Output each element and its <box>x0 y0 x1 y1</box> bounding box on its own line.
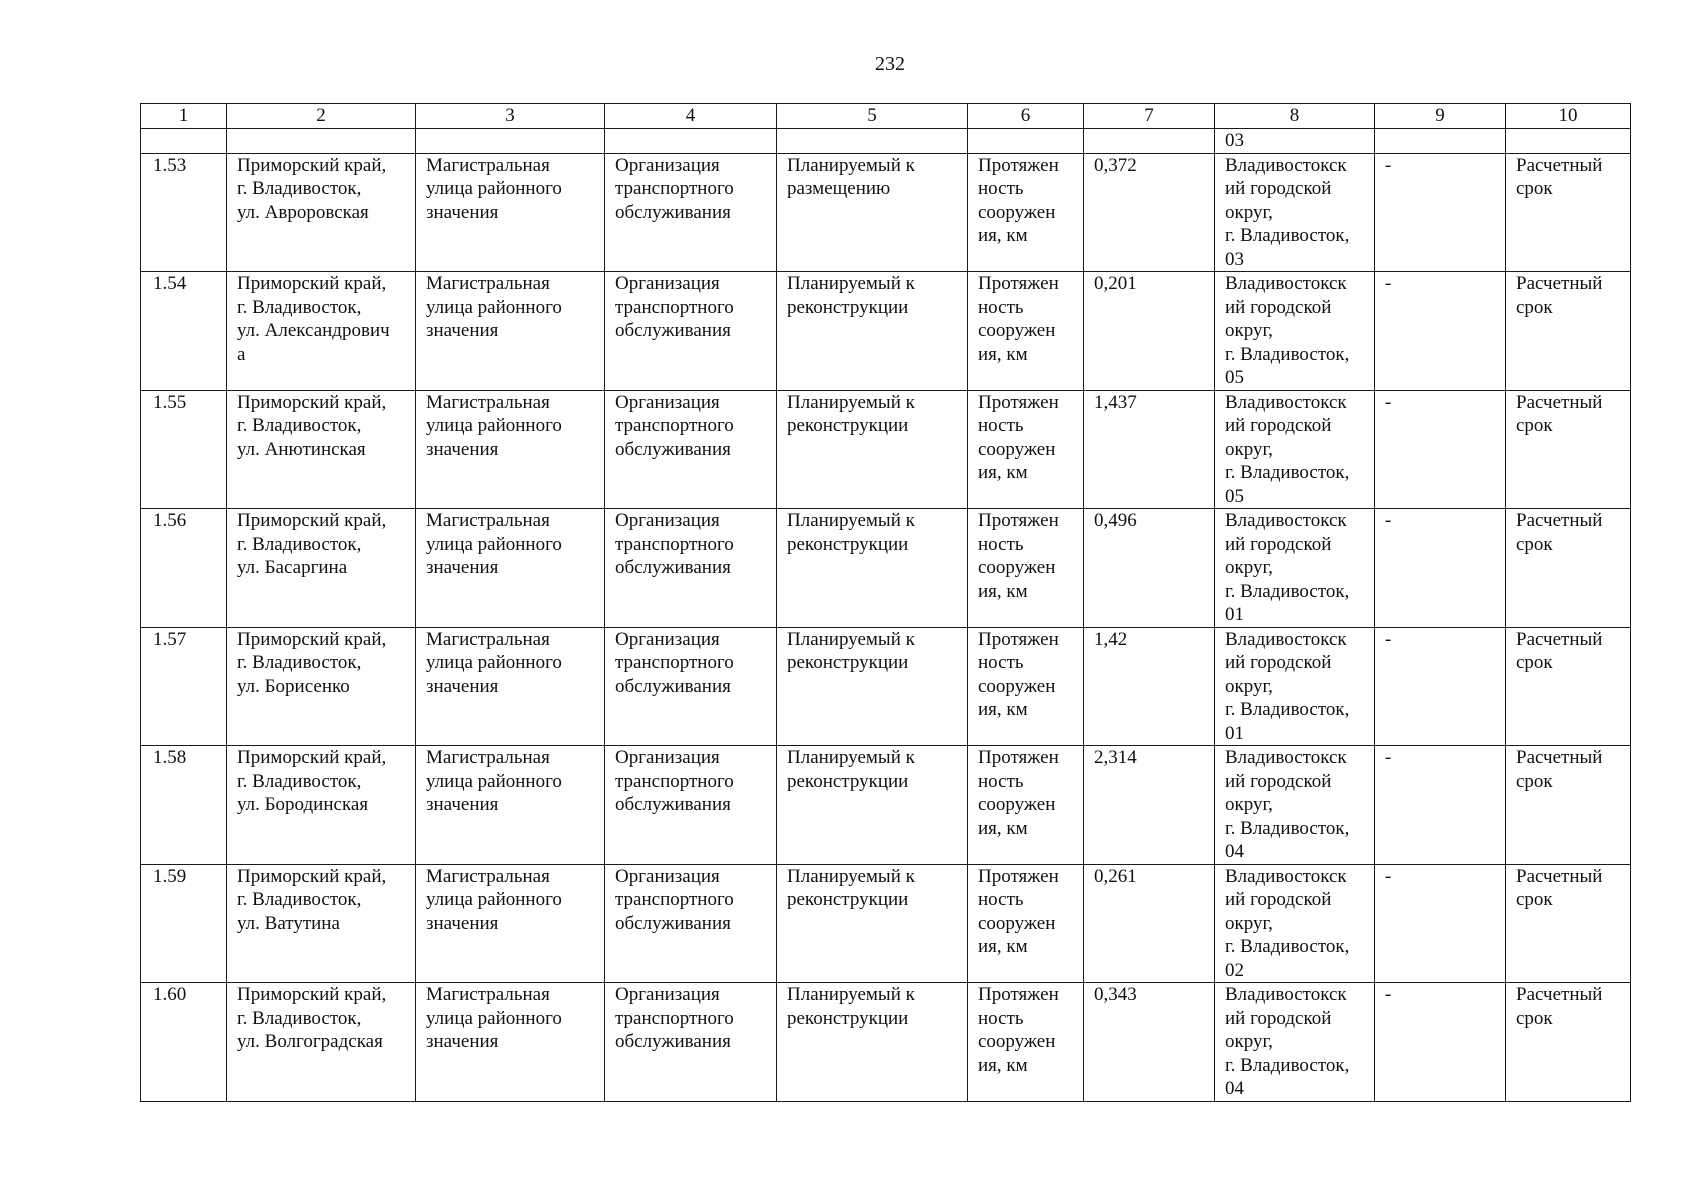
cell-text-line: обслуживания <box>615 912 731 934</box>
status-cell <box>777 864 968 983</box>
cell-text-line: ул. Александрович <box>237 320 390 341</box>
cell-text-line: ия, км <box>978 699 1028 720</box>
row-number-cell: 1.56 <box>141 509 227 628</box>
column-number: 8 <box>1215 104 1375 129</box>
status-cell <box>777 746 968 865</box>
cell-text-line: значения <box>426 794 499 815</box>
cell-text-line: Протяжен <box>978 747 1059 768</box>
cell-text-line: обслуживания <box>615 794 731 815</box>
characteristic-cell <box>968 746 1084 865</box>
cell-text-line: обслуживания <box>615 675 731 697</box>
zone-cell <box>1215 746 1375 865</box>
cell-text-line: улица районного <box>426 533 562 555</box>
term-cell <box>1506 983 1631 1102</box>
cell-text-line: улица районного <box>426 889 562 910</box>
term-cell <box>1506 864 1631 983</box>
column-number: 5 <box>777 104 968 129</box>
cell-text-line: сооружен <box>978 675 1056 697</box>
cell-text-line: транспортного <box>615 533 734 555</box>
cell-text-line: округ, <box>1225 912 1273 934</box>
column-number: 10 <box>1506 104 1631 129</box>
col9-cell: - <box>1375 509 1506 628</box>
cell-text-line: Планируемый к <box>787 984 915 1005</box>
cell-text-line: Организация <box>615 628 720 650</box>
status-cell <box>777 272 968 391</box>
cell-text-line: ия, км <box>978 580 1028 602</box>
cell-text-line: Протяжен <box>978 154 1059 176</box>
value-cell: 0,261 <box>1084 864 1215 983</box>
cell-text-line: Владивостокск <box>1225 154 1347 176</box>
cell-text-line: Расчетный <box>1516 865 1603 887</box>
table-row <box>141 627 1631 746</box>
cell-text-line: Планируемый к <box>787 865 915 887</box>
cell-text-line: Расчетный <box>1516 984 1603 1005</box>
value-cell: 0,496 <box>1084 509 1215 628</box>
cell-text-line: транспортного <box>615 296 734 318</box>
row-number-cell: 1.55 <box>141 390 227 509</box>
cell-text-line: Планируемый к <box>787 154 915 176</box>
cell-text-line: Магистральная <box>426 510 550 531</box>
value-cell: 1,42 <box>1084 627 1215 746</box>
cell-text-line: срок <box>1516 1007 1553 1029</box>
column-number: 2 <box>227 104 416 129</box>
cell-text-line: ия, км <box>978 343 1028 365</box>
cell-text-line: ность <box>978 178 1024 199</box>
cell-text-line: ий городской <box>1225 1007 1332 1029</box>
cell-text-line: Расчетный <box>1516 273 1603 294</box>
cell-text-line: ул. Борисенко <box>237 675 350 697</box>
purpose-cell <box>605 627 777 746</box>
cell-text-line: ность <box>978 1007 1024 1029</box>
cell-text-line: ул. Басаргина <box>237 557 348 578</box>
col9-cell: - <box>1375 864 1506 983</box>
cell-text-line: сооружен <box>978 438 1056 460</box>
cell-text-line: Магистральная <box>426 984 550 1005</box>
location-cell <box>227 983 416 1102</box>
object-type-cell <box>416 746 605 865</box>
cell-text-line: ность <box>978 296 1024 318</box>
table-cell <box>968 129 1084 154</box>
table-cell <box>416 129 605 154</box>
cell-text-line: Организация <box>615 984 720 1005</box>
cell-text-line: сооружен <box>978 320 1056 341</box>
table-cell <box>227 129 416 154</box>
cell-text-line: срок <box>1516 178 1553 199</box>
term-cell <box>1506 627 1631 746</box>
cell-text-line: реконструкции <box>787 296 909 318</box>
cell-text-line: ия, км <box>978 1054 1028 1076</box>
cell-text-line: ул. Ватутина <box>237 912 340 934</box>
cell-text-line: обслуживания <box>615 320 731 341</box>
cell-text-line: ия, км <box>978 817 1028 839</box>
cell-text-line: Владивостокск <box>1225 628 1347 650</box>
purpose-cell <box>605 390 777 509</box>
cell-text-line: г. Владивосток, <box>1225 462 1350 483</box>
cell-text-line: ий городской <box>1225 533 1332 555</box>
cell-text-line: обслуживания <box>615 557 731 578</box>
cell-text-line: сооружен <box>978 794 1056 815</box>
cell-text-line: сооружен <box>978 557 1056 578</box>
value-cell: 1,437 <box>1084 390 1215 509</box>
cell-text-line: Протяжен <box>978 865 1059 887</box>
cell-text-line: Приморский край, <box>237 154 387 176</box>
column-number: 3 <box>416 104 605 129</box>
cell-text-line: Протяжен <box>978 391 1059 413</box>
cell-text-line: 04 <box>1225 1078 1244 1099</box>
cell-text-line: улица районного <box>426 652 562 673</box>
location-cell <box>227 153 416 272</box>
cell-text-line: округ, <box>1225 1031 1273 1052</box>
characteristic-cell <box>968 983 1084 1102</box>
cell-text-line: улица районного <box>426 415 562 436</box>
table-cell <box>1375 129 1506 154</box>
cell-text-line: г. Владивосток, <box>237 889 362 910</box>
column-number: 9 <box>1375 104 1506 129</box>
cell-text-line: Магистральная <box>426 747 550 768</box>
cell-text-line: округ, <box>1225 201 1273 223</box>
cell-text-line: сооружен <box>978 1031 1056 1052</box>
status-cell <box>777 627 968 746</box>
cell-text-line: значения <box>426 675 499 697</box>
column-number: 4 <box>605 104 777 129</box>
cell-text-line: ул. Авроровская <box>237 201 369 223</box>
object-type-cell <box>416 272 605 391</box>
characteristic-cell <box>968 153 1084 272</box>
cell-text-line: 01 <box>1225 722 1244 744</box>
cell-text-line: размещению <box>787 178 891 199</box>
cell-text-line: Расчетный <box>1516 510 1603 531</box>
cell-text-line: обслуживания <box>615 1031 731 1052</box>
cell-text-line: Планируемый к <box>787 391 915 413</box>
cell-text-line: Владивостокск <box>1225 273 1347 294</box>
term-cell <box>1506 390 1631 509</box>
object-type-cell <box>416 509 605 628</box>
cell-text-line: Магистральная <box>426 273 550 294</box>
location-cell <box>227 390 416 509</box>
object-type-cell <box>416 864 605 983</box>
cell-text-line: г. Владивосток, <box>237 1007 362 1029</box>
cell-text-line: улица районного <box>426 178 562 199</box>
planning-table <box>140 103 1631 1102</box>
cell-text-line: Организация <box>615 747 720 768</box>
cell-text-line: транспортного <box>615 415 734 436</box>
cell-text-line: обслуживания <box>615 201 731 223</box>
cell-text-line: Планируемый к <box>787 628 915 650</box>
location-cell <box>227 864 416 983</box>
status-cell <box>777 983 968 1102</box>
cell-text-line: г. Владивосток, <box>237 533 362 555</box>
cell-text-line: Расчетный <box>1516 747 1603 768</box>
cell-text-line: г. Владивосток, <box>1225 580 1350 602</box>
cell-text-line: ий городской <box>1225 178 1332 199</box>
row-number-cell: 1.53 <box>141 153 227 272</box>
cell-text-line: ия, км <box>978 225 1028 246</box>
cell-text-line: ность <box>978 770 1024 792</box>
cell-text-line: реконструкции <box>787 533 909 555</box>
cell-text-line: 02 <box>1225 959 1244 981</box>
column-number: 1 <box>141 104 227 129</box>
table-cell <box>1084 129 1215 154</box>
cell-text-line: Расчетный <box>1516 391 1603 413</box>
cell-text-line: обслуживания <box>615 438 731 460</box>
term-cell <box>1506 153 1631 272</box>
cell-text-line: г. Владивосток, <box>237 652 362 673</box>
cell-text-line: значения <box>426 1031 499 1052</box>
cell-text-line: а <box>237 343 246 365</box>
cell-text-line: округ, <box>1225 557 1273 578</box>
zone-cell <box>1215 509 1375 628</box>
cell-text-line: Приморский край, <box>237 747 387 768</box>
row-number-cell: 1.54 <box>141 272 227 391</box>
cell-text-line: сооружен <box>978 201 1056 223</box>
zone-cell <box>1215 864 1375 983</box>
cell-text-line: г. Владивосток, <box>237 770 362 792</box>
purpose-cell <box>605 153 777 272</box>
cell-text-line: Приморский край, <box>237 865 387 887</box>
table-cell <box>1506 129 1631 154</box>
cell-text-line: ул. Анютинская <box>237 438 366 460</box>
purpose-cell <box>605 272 777 391</box>
cell-text-line: транспортного <box>615 889 734 910</box>
table-row <box>141 509 1631 628</box>
cell-text-line: срок <box>1516 415 1553 436</box>
object-type-cell <box>416 390 605 509</box>
cell-text-line: сооружен <box>978 912 1056 934</box>
zone-cell <box>1215 390 1375 509</box>
col9-cell: - <box>1375 627 1506 746</box>
cell-text-line: Организация <box>615 391 720 413</box>
cell-text-line: ия, км <box>978 462 1028 483</box>
column-number: 7 <box>1084 104 1215 129</box>
cell-text-line: Организация <box>615 510 720 531</box>
cell-text-line: реконструкции <box>787 652 909 673</box>
cell-text-line: срок <box>1516 533 1553 555</box>
cell-text-line: значения <box>426 201 499 223</box>
table-row <box>141 153 1631 272</box>
row-number-cell: 1.60 <box>141 983 227 1102</box>
cell-text-line: ий городской <box>1225 415 1332 436</box>
cell-text-line: Владивостокск <box>1225 391 1347 413</box>
cell-text-line: Протяжен <box>978 510 1059 531</box>
object-type-cell <box>416 983 605 1102</box>
col9-cell: - <box>1375 272 1506 391</box>
zone-cell <box>1215 153 1375 272</box>
cell-text-line: ность <box>978 415 1024 436</box>
table-row <box>141 390 1631 509</box>
cell-text-line: Планируемый к <box>787 273 915 294</box>
cell-text-line: г. Владивосток, <box>1225 936 1350 957</box>
cell-text-line: г. Владивосток, <box>237 178 362 199</box>
cell-text-line: значения <box>426 438 499 460</box>
cell-text-line: ия, км <box>978 936 1028 957</box>
cell-text-line: улица районного <box>426 296 562 318</box>
cell-text-line: Приморский край, <box>237 628 387 650</box>
location-cell <box>227 627 416 746</box>
cell-text-line: значения <box>426 912 499 934</box>
cell-text-line: 05 <box>1225 367 1244 388</box>
value-cell: 0,201 <box>1084 272 1215 391</box>
cell-text-line: Приморский край, <box>237 510 387 531</box>
row-number-cell: 1.58 <box>141 746 227 865</box>
cell-text-line: реконструкции <box>787 770 909 792</box>
cell-text-line: 05 <box>1225 485 1244 507</box>
cell-text-line: г. Владивосток, <box>237 415 362 436</box>
location-cell <box>227 746 416 865</box>
cell-text-line: Магистральная <box>426 865 550 887</box>
cell-text-line: Расчетный <box>1516 154 1603 176</box>
cell-text-line: г. Владивосток, <box>1225 1054 1350 1076</box>
cell-text-line: Приморский край, <box>237 391 387 413</box>
cell-text-line: Расчетный <box>1516 628 1603 650</box>
cell-text-line: транспортного <box>615 652 734 673</box>
purpose-cell <box>605 864 777 983</box>
column-number: 6 <box>968 104 1084 129</box>
cell-text-line: ий городской <box>1225 296 1332 318</box>
cell-text-line: транспортного <box>615 770 734 792</box>
cell-text-line: г. Владивосток, <box>1225 225 1350 246</box>
cell-text-line: Планируемый к <box>787 510 915 531</box>
cell-text-line: ул. Бородинская <box>237 794 369 815</box>
characteristic-cell <box>968 864 1084 983</box>
cell-text-line: г. Владивосток, <box>1225 817 1350 839</box>
cell-text-line: ий городской <box>1225 770 1332 792</box>
cell-text-line: значения <box>426 557 499 578</box>
status-cell <box>777 153 968 272</box>
characteristic-cell <box>968 390 1084 509</box>
table-row <box>141 864 1631 983</box>
cell-text-line: Организация <box>615 154 720 176</box>
cell-text-line: срок <box>1516 889 1553 910</box>
cell-text-line: 01 <box>1225 604 1244 625</box>
cell-text-line: транспортного <box>615 1007 734 1029</box>
table-row <box>141 746 1631 865</box>
cell-text-line: 03 <box>1225 248 1244 270</box>
cell-text-line: ность <box>978 652 1024 673</box>
zone-cell <box>1215 983 1375 1102</box>
cell-text-line: округ, <box>1225 438 1273 460</box>
cell-text-line: Протяжен <box>978 984 1059 1005</box>
cell-text-line: ность <box>978 533 1024 555</box>
table-cell <box>605 129 777 154</box>
page-number: 232 <box>875 53 905 75</box>
location-cell <box>227 272 416 391</box>
purpose-cell <box>605 746 777 865</box>
col9-cell: - <box>1375 746 1506 865</box>
cell-text-line: Магистральная <box>426 391 550 413</box>
characteristic-cell <box>968 272 1084 391</box>
status-cell <box>777 390 968 509</box>
row-number-cell: 1.59 <box>141 864 227 983</box>
cell-text-line: Планируемый к <box>787 747 915 768</box>
term-cell <box>1506 509 1631 628</box>
object-type-cell <box>416 627 605 746</box>
cell-text-line: реконструкции <box>787 1007 909 1029</box>
cell-text-line: Владивостокск <box>1225 510 1347 531</box>
characteristic-cell <box>968 509 1084 628</box>
cell-text-line: г. Владивосток, <box>1225 343 1350 365</box>
cell-text-line: Приморский край, <box>237 984 387 1005</box>
column-number-row <box>141 104 1631 129</box>
purpose-cell <box>605 509 777 628</box>
cell-text-line: ий городской <box>1225 889 1332 910</box>
zone-cell <box>1215 272 1375 391</box>
cell-text-line: срок <box>1516 770 1553 792</box>
cell-text-line: Магистральная <box>426 154 550 176</box>
row-number-cell: 1.57 <box>141 627 227 746</box>
cell-text-line: ий городской <box>1225 652 1332 673</box>
cell-text-line: Протяжен <box>978 273 1059 294</box>
table-row <box>141 983 1631 1102</box>
value-cell: 0,343 <box>1084 983 1215 1102</box>
cell-text-line: округ, <box>1225 794 1273 815</box>
table-cell <box>141 129 227 154</box>
col9-cell: - <box>1375 983 1506 1102</box>
carry-over-row <box>141 129 1631 154</box>
cell-text-line: Приморский край, <box>237 273 387 294</box>
cell-text-line: транспортного <box>615 178 734 199</box>
cell-text-line: ул. Волгоградская <box>237 1031 383 1052</box>
characteristic-cell <box>968 627 1084 746</box>
purpose-cell <box>605 983 777 1102</box>
cell-text-line: срок <box>1516 652 1553 673</box>
cell-text-line: 04 <box>1225 841 1244 862</box>
value-cell: 2,314 <box>1084 746 1215 865</box>
carry-over-zone-cell: 03 <box>1215 129 1375 154</box>
status-cell <box>777 509 968 628</box>
table-row <box>141 272 1631 391</box>
cell-text-line: г. Владивосток, <box>1225 699 1350 720</box>
cell-text-line: реконструкции <box>787 415 909 436</box>
cell-text-line: Магистральная <box>426 628 550 650</box>
cell-text-line: Владивостокск <box>1225 984 1347 1005</box>
cell-text-line: ность <box>978 889 1024 910</box>
cell-text-line: улица районного <box>426 770 562 792</box>
cell-text-line: срок <box>1516 296 1553 318</box>
cell-text-line: Организация <box>615 865 720 887</box>
zone-cell <box>1215 627 1375 746</box>
table-cell <box>777 129 968 154</box>
cell-text-line: округ, <box>1225 675 1273 697</box>
term-cell <box>1506 746 1631 865</box>
cell-text-line: Владивостокск <box>1225 865 1347 887</box>
col9-cell: - <box>1375 153 1506 272</box>
col9-cell: - <box>1375 390 1506 509</box>
cell-text-line: Владивостокск <box>1225 747 1347 768</box>
term-cell <box>1506 272 1631 391</box>
cell-text-line: реконструкции <box>787 889 909 910</box>
cell-text-line: Протяжен <box>978 628 1059 650</box>
cell-text-line: значения <box>426 320 499 341</box>
value-cell: 0,372 <box>1084 153 1215 272</box>
table-body <box>141 104 1631 1102</box>
cell-text-line: округ, <box>1225 320 1273 341</box>
cell-text-line: Организация <box>615 273 720 294</box>
cell-text-line: г. Владивосток, <box>237 296 362 318</box>
location-cell <box>227 509 416 628</box>
cell-text-line: улица районного <box>426 1007 562 1029</box>
object-type-cell <box>416 153 605 272</box>
